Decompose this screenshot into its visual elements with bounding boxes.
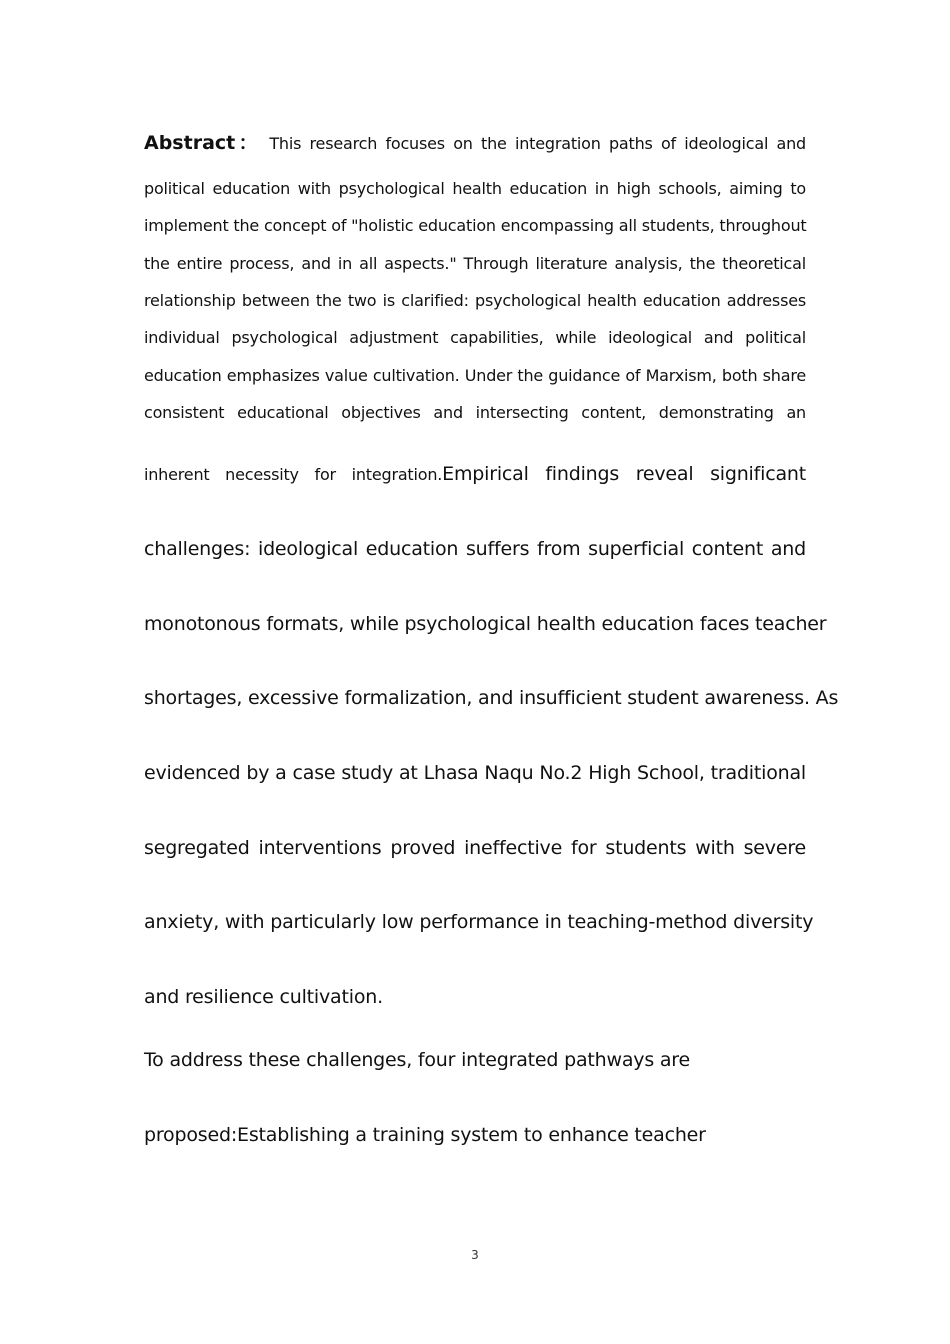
abstract-line: and resilience cultivation. xyxy=(144,986,383,1008)
abstract-line xyxy=(144,463,806,485)
abstract-line: political education with psychological health education in high schools, aiming to xyxy=(144,179,806,198)
abstract-text-large: Empirical findings reveal significant xyxy=(442,463,806,485)
abstract-line: relationship between the two is clarified: psychological health education addresses xyxy=(144,291,806,310)
paragraph-line: To address these challenges, four integrated pathways are xyxy=(144,1049,690,1071)
abstract-label: Abstract： xyxy=(144,132,262,154)
abstract-line: consistent educational objectives and intersecting content, demonstrating an xyxy=(144,403,806,422)
abstract-line: challenges: ideological education suffers from superficial content and xyxy=(144,538,806,560)
abstract-line xyxy=(144,128,806,155)
abstract-line: the entire process, and in all aspects." Through literature analysis, the theoretical xyxy=(144,254,806,273)
page-number: 3 xyxy=(471,1248,479,1262)
abstract-line: anxiety, with particularly low performance in teaching-method diversity xyxy=(144,911,814,933)
abstract-line: education emphasizes value cultivation. Under the guidance of Marxism, both share xyxy=(144,366,806,385)
abstract-text-small: inherent necessity for integration. xyxy=(144,465,443,484)
abstract-line: shortages, excessive formalization, and insufficient student awareness. As xyxy=(144,687,839,709)
abstract-line: individual psychological adjustment capabilities, while ideological and political xyxy=(144,328,806,347)
abstract-text: This research focuses on the integration paths of ideological and xyxy=(269,134,806,153)
abstract-line: segregated interventions proved ineffective for students with severe xyxy=(144,837,806,859)
abstract-line: evidenced by a case study at Lhasa Naqu No.2 High School, traditional xyxy=(144,762,806,784)
paragraph-line: proposed:Establishing a training system to enhance teacher xyxy=(144,1124,706,1146)
abstract-line: implement the concept of "holistic education encompassing all students, throughout xyxy=(144,216,807,235)
abstract-line: monotonous formats, while psychological health education faces teacher xyxy=(144,613,827,635)
